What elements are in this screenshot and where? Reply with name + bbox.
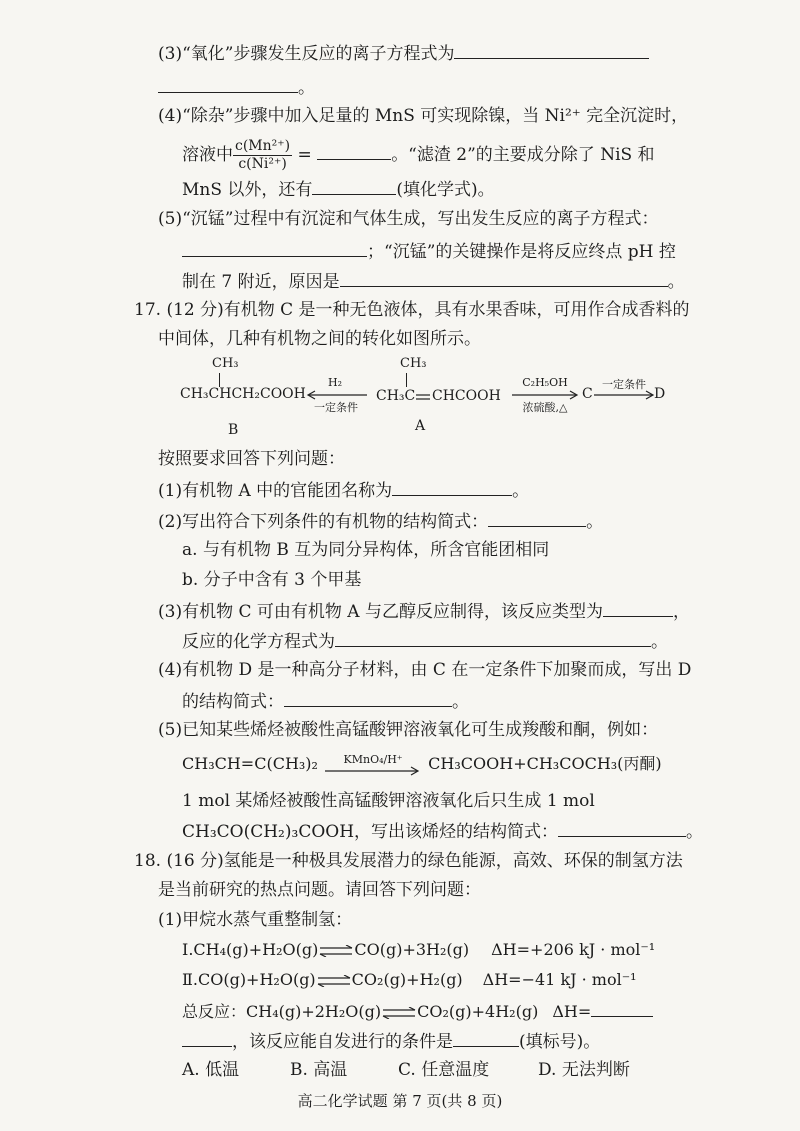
q16-part3-cont: 。 (158, 74, 315, 100)
q17-part4-cont: 的结构简式： 。 (182, 688, 469, 714)
option-d[interactable]: D. 无法判断 (538, 1060, 630, 1080)
equilibrium-arrow-icon (316, 975, 352, 987)
arrow-right-icon (325, 766, 421, 776)
acid-condition: 浓硫酸,△ (522, 401, 568, 414)
q17-part1: (1)有机物 A 中的官能团名称为 。 (158, 477, 529, 503)
answer-blank[interactable] (335, 628, 651, 647)
answer-blank[interactable] (340, 268, 668, 287)
q16-part4-line1: (4)“除杂”步骤中加入足量的 MnS 可实现除镍，当 Ni²⁺ 完全沉淀时， (158, 106, 689, 126)
equation-2: Ⅱ.CO(g)+H₂O(g) CO₂(g)+H₂(g) ΔH=−41 kJ · mol⁻¹ (182, 970, 637, 989)
q16-part5-line3: 制在 7 附近，原因是 。 (182, 268, 685, 294)
q17-part4: (4)有机物 D 是一种高分子材料，由 C 在一定条件下加聚而成，写出 D (158, 660, 692, 680)
compound-b-formula: CH₃CHCH₂COOH (180, 386, 306, 402)
compound-a-right: CHCOOH (432, 388, 501, 404)
answer-blank[interactable] (317, 141, 391, 160)
double-bond-icon (415, 392, 431, 402)
q18-intro-line2: 是当前研究的热点问题。请回答下列问题： (158, 880, 481, 900)
answer-blank[interactable] (312, 176, 396, 195)
compound-d-label: D (654, 386, 666, 402)
q18-spontaneity: ，该反应能自发进行的条件是 (填标号)。 (182, 1028, 600, 1054)
q16-part3: (3)“氧化”步骤发生反应的离子方程式为 (158, 40, 649, 66)
q17-part5-line2: 1 mol 某烯烃被酸性高锰酸钾溶液氧化后只生成 1 mol (182, 791, 595, 811)
answer-blank[interactable] (488, 508, 586, 527)
q16-part5-line1: (5)“沉锰”过程中有沉淀和气体生成，写出发生反应的离子方程式： (158, 209, 659, 229)
q16-part5-line2: ；“沉锰”的关键操作是将反应终点 pH 控 (182, 238, 676, 264)
q18-intro-line1: 18. (16 分)氢能是一种极具发展潜力的绿色能源，高效、环保的制氢方法 (134, 851, 683, 871)
compound-a-left: CH₃C (376, 388, 416, 404)
q16-part4-line3: MnS 以外，还有 (填化学式)。 (182, 176, 495, 202)
equilibrium-arrow-icon (318, 945, 354, 957)
q17-part3: (3)有机物 C 可由有机物 A 与乙醇反应制得，该反应类型为 ， (158, 598, 690, 624)
q17-part2: (2)写出符合下列条件的有机物的结构简式： 。 (158, 508, 603, 534)
condition-2: 一定条件 (602, 378, 646, 391)
equation-1: Ⅰ.CH₄(g)+H₂O(g) CO(g)+3H₂(g) ΔH=+206 kJ · mol⁻¹ (182, 940, 656, 959)
compound-c-label: C (582, 386, 593, 402)
answer-blank[interactable] (284, 688, 452, 707)
answer-blank[interactable] (454, 40, 649, 59)
option-b[interactable]: B. 高温 (290, 1060, 348, 1080)
concentration-ratio: $\frac{\text{c(Mn²⁺)}}{\text{c(Ni²⁺)}}$ (235, 138, 291, 172)
q17-intro-line1: 17. (12 分)有机物 C 是一种无色液体，具有水果香味，可用作合成香料的 (134, 300, 690, 320)
a-branch-bond (406, 373, 407, 387)
equilibrium-arrow-icon (381, 1007, 417, 1019)
option-c[interactable]: C. 任意温度 (398, 1060, 490, 1080)
answer-blank[interactable] (603, 598, 673, 617)
b-methyl: CH₃ (212, 356, 239, 371)
kmno4-arrow: KMnO₄/H⁺ (325, 753, 421, 776)
answer-blank[interactable] (182, 1028, 232, 1047)
answer-blank[interactable] (182, 238, 367, 257)
b-branch-bond (219, 373, 220, 387)
answer-blank[interactable] (453, 1028, 519, 1047)
answer-blank[interactable] (591, 998, 653, 1017)
q17-intro-line2: 中间体，几种有机物之间的转化如图所示。 (158, 329, 481, 349)
condition-1: 一定条件 (314, 401, 358, 414)
q17-part3-eq: 反应的化学方程式为 。 (182, 628, 668, 654)
q16-part4-line2: 溶液中 $\frac{\text{c(Mn²⁺)}}{\text{c(Ni²⁺)}}$ = 。“滤渣 2”的主要成分除了 NiS 和 (182, 138, 655, 172)
page-footer: 高二化学试题 第 7 页(共 8 页) (297, 1092, 503, 1110)
reaction-scheme (170, 352, 690, 440)
total-reaction: 总反应：CH₄(g)+2H₂O(g) CO₂(g)+4H₂(g) ΔH= (182, 998, 653, 1024)
h2-reagent: H₂ (327, 376, 342, 389)
option-a[interactable]: A. 低温 (182, 1060, 240, 1080)
answer-blank[interactable] (392, 477, 512, 496)
q17-part2-cond-b: b. 分子中含有 3 个甲基 (182, 570, 362, 590)
answer-blank[interactable] (558, 818, 686, 837)
q18-part1: (1)甲烷水蒸气重整制氢： (158, 910, 353, 930)
label-b: B (228, 422, 239, 438)
q17-part5-line3: CH₃CO(CH₂)₃COOH，写出该烯烃的结构简式： 。 (182, 818, 703, 844)
ethanol-reagent: C₂H₅OH (522, 376, 568, 389)
q17-part5: (5)已知某些烯烃被酸性高锰酸钾溶液氧化可生成羧酸和酮，例如： (158, 720, 659, 740)
answer-blank[interactable] (158, 74, 298, 93)
arrow-right-icon (594, 390, 656, 400)
q17-part2-cond-a: a. 与有机物 B 互为同分异构体，所含官能团相同 (182, 540, 550, 560)
q17-ask: 按照要求回答下列问题： (158, 449, 345, 469)
a-methyl: CH₃ (400, 356, 427, 371)
label-a: A (415, 418, 426, 434)
q17-part5-example-equation: CH₃CH=C(CH₃)₂ KMnO₄/H⁺ CH₃COOH+CH₃COCH₃(丙酮) (182, 752, 662, 776)
